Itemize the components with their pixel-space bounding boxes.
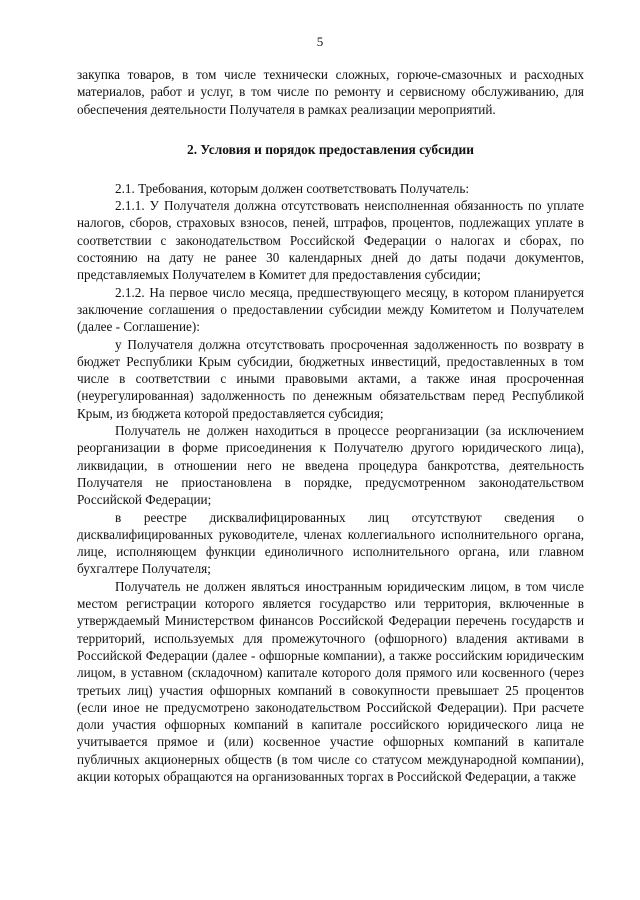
paragraph-2-1-1: 2.1.1. У Получателя должна отсутствовать неисполненная обязанность по уплате налогов, сборов, страховых взносов, пеней, штрафов, процентов, подлежащих уплате в соответствии с законодательством Российской Федерации о налогах и сборах, по состоянию на дату не ранее 30 календарных дней до даты подачи документов, представляемых Получателем в Комитет для предоставления субсидии; — [77, 198, 584, 283]
paragraph-reorganization: Получатель не должен находиться в процессе реорганизации (за исключением реорганизации в форме присоединения к Получателю другого юридического лица), ликвидации, в отношении него не введена процедура банкротства, деятельность Получателя не приостановлена в порядке, предусмотренном законодательством Российской Федерации; — [77, 423, 584, 508]
intro-paragraph: закупка товаров, в том числе технически сложных, горюче-смазочных и расходных материалов, работ и услуг, в том числе по ремонту и сервисному обслуживанию, для обеспечения деятельности Получателя в рамках реализации мероприятий. — [77, 67, 584, 117]
paragraph-offshore: Получатель не должен являться иностранным юридическим лицом, в том числе местом регистрации которого является государство или территория, включенные в утверждаемый Министерством финансов Российской Федерации перечень государств и территорий, используемых для промежуточного (офшорного) владения активами в Российской Федерации (далее - офшорные компании), а также российским юридическим лицом, в уставном (складочном) капитале которого доля прямого или косвенного (через третьих лиц) участия офшорных компаний в совокупности превышает 25 процентов (если иное не предусмотрено законодательством Российской Федерации). При расчете доли участия офшорных компаний в капитале российского юридического лица не учитывается прямое и (или) косвенное участие офшорных компаний в капитале публичных акционерных обществ (в том числе со статусом международной компании), акции которых обращаются на организованных торгах в Российской Федерации, а также — [77, 578, 584, 784]
paragraph-disqualified-registry: в реестре дисквалифицированных лиц отсутствуют сведения о дисквалифицированных руководителе, членах коллегиального исполнительного органа, лице, исполняющем функции единоличного исполнительного органа, или главном бухгалтере Получателя; — [77, 509, 584, 577]
section-title: 2. Условия и порядок предоставления субсидии — [187, 141, 474, 157]
document-body — [77, 66, 584, 785]
page-number: 5 — [316, 34, 324, 49]
paragraph-2-1-2: 2.1.2. На первое число месяца, предшествующего месяцу, в котором планируется заключение соглашения о предоставлении субсидии между Комитетом и Получателем (далее - Соглашение): — [77, 284, 584, 335]
paragraph-debt-requirement: у Получателя должна отсутствовать просроченная задолженность по возврату в бюджет Республики Крым субсидии, бюджетных инвестиций, предоставленных в том числе в соответствии с иными правовыми актами, а также иная просроченная (неурегулированная) задолженность по денежным обязательствам перед Республикой Крым, из бюджета которой предоставляется субсидия; — [77, 336, 584, 421]
paragraph-2-1: 2.1. Требования, которым должен соответствовать Получатель: — [115, 180, 470, 196]
